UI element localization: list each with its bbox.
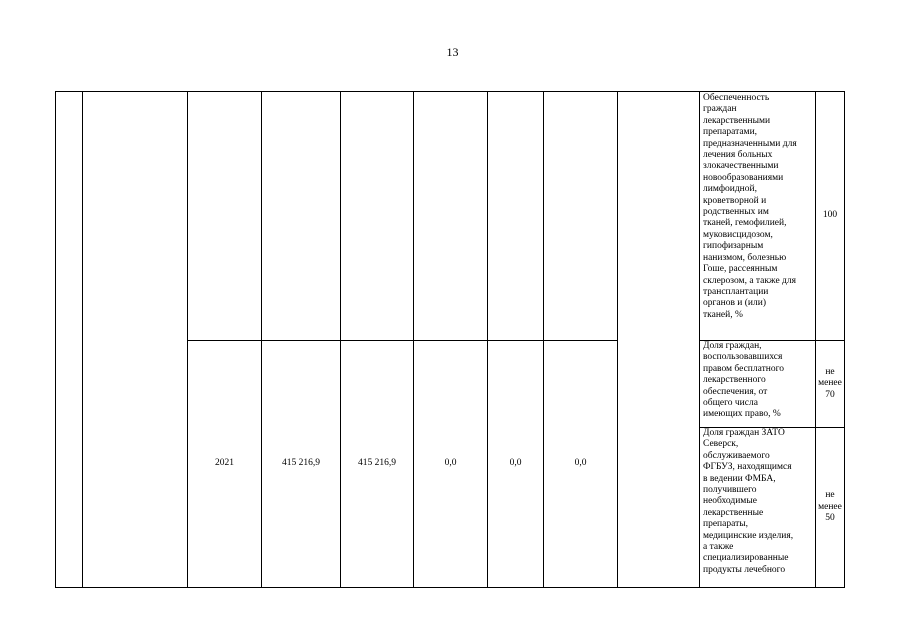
target-value-1: 100 — [822, 210, 838, 221]
finance-source-2: 0,0 — [444, 458, 457, 469]
finance-source-4: 0,0 — [574, 458, 587, 469]
indicator-text-3: Доля граждан ЗАТО Северск, обслуживаемого ФГБУЗ, находящимся в ведении ФМБА, получившего необходимые лекарственные препараты, медицинские изделия, а также специализированные продукты лечебного — [703, 428, 794, 575]
target-value-3: не менее 50 — [818, 490, 842, 524]
indicator-text-2: Доля граждан, воспользовавшихся правом бесплатного лекарственного обеспечения, от общего числа имеющих право, % — [703, 341, 784, 420]
finance-year: 2021 — [215, 458, 234, 469]
target-value-2: не менее 70 — [818, 366, 842, 400]
page-number: 13 — [446, 45, 459, 59]
finance-source-1: 415 216,9 — [358, 458, 396, 469]
indicator-text-1: Обеспеченность граждан лекарственными препаратами, предназначенными для лечения больных злокачественными новообразованиями лимфоидной, кроветворной и родственных им тканей, гемофилией, муковисцидозом, гипофизарным нанизмом, болезнью Гоше, рассеянным склерозом, а также для трансплантации органов и (или) тканей, % — [703, 93, 797, 320]
finance-source-3: 0,0 — [509, 458, 522, 469]
finance-total: 415 216,9 — [282, 458, 320, 469]
